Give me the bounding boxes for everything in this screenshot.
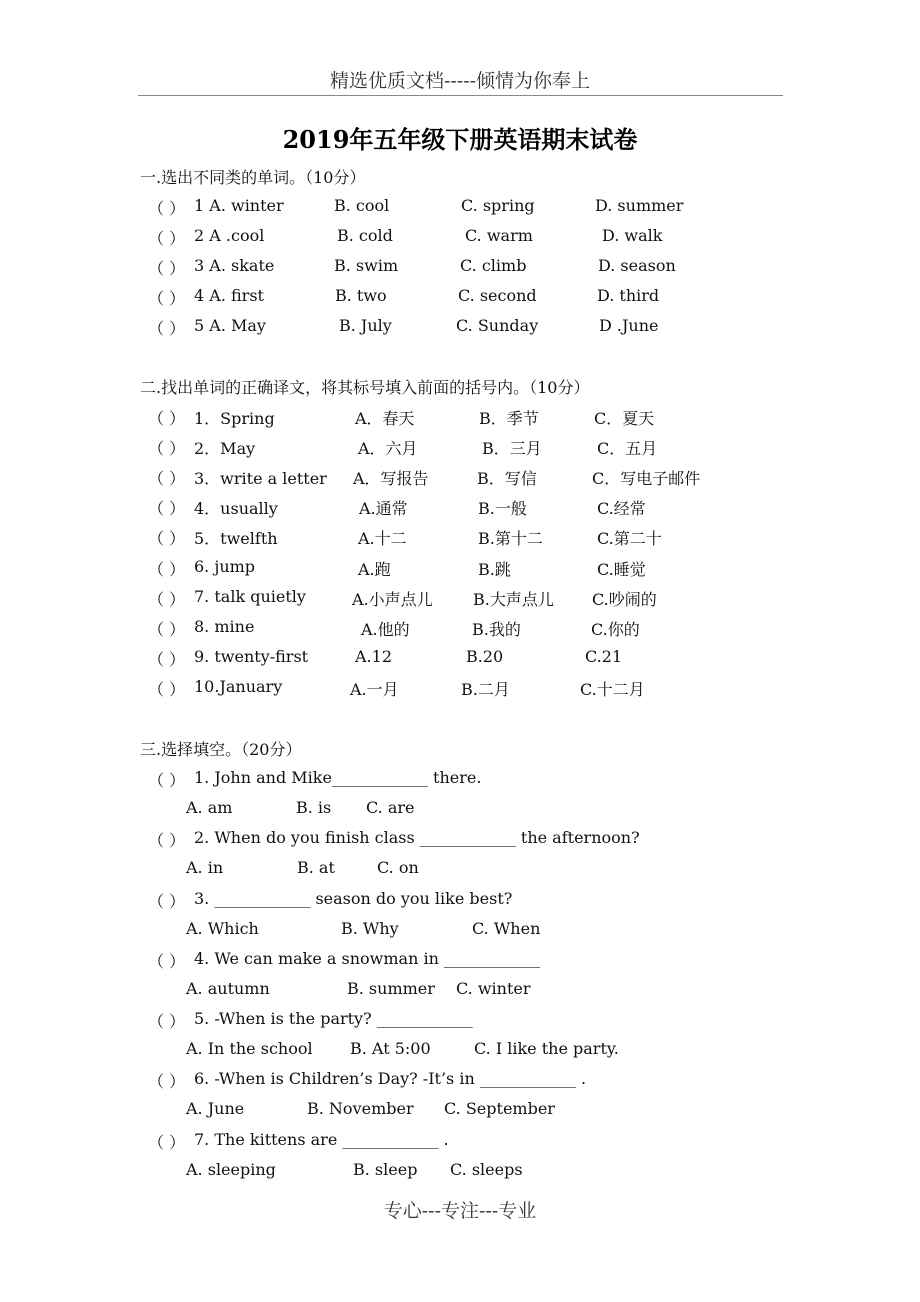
- s2-q8-text: 8. mine: [194, 617, 255, 636]
- s2-q4-option-b: B.一般: [478, 499, 527, 518]
- s3-q2-option-b: B. at: [297, 858, 335, 877]
- section-1-heading: 一.选出不同类的单词。（10分）: [140, 168, 366, 187]
- s2-q10-option-a: A.一月: [350, 680, 399, 699]
- s2-q7-option-a: A.小声点儿: [352, 590, 433, 609]
- s1-q2-option-d: D. walk: [602, 226, 663, 245]
- s1-q5-option-d: D .June: [599, 316, 659, 335]
- s1-q5-text: 5 A. May: [194, 316, 266, 335]
- s1-q3-option-b: B. swim: [334, 256, 399, 275]
- s2-q8-option-b: B.我的: [472, 620, 521, 639]
- s1-q4-option-d: D. third: [597, 286, 660, 305]
- s3-q2-option-c: C. on: [377, 858, 419, 877]
- s2-q10-text: 10.January: [194, 677, 283, 696]
- s2-q1-option-b: B．季节: [479, 409, 539, 428]
- answer-paren[interactable]: （ ）: [148, 1133, 186, 1152]
- page-footer: 专心---专注---专业: [383, 1200, 537, 1222]
- s1-q1-option-b: B. cool: [334, 196, 390, 215]
- answer-paren[interactable]: （ ）: [148, 1072, 186, 1091]
- s2-q6-option-a: A.跑: [358, 560, 391, 579]
- answer-paren[interactable]: （ ）: [148, 199, 186, 218]
- s2-q2-text: 2．May: [194, 439, 256, 458]
- section-3-heading: 三.选择填空。（20分）: [140, 740, 302, 759]
- s3-q3-text: 3. ____________ season do you like best?: [194, 889, 513, 908]
- answer-paren[interactable]: （ ）: [148, 771, 186, 790]
- s2-q6-text: 6. jump: [194, 557, 256, 576]
- s2-q6-option-b: B.跳: [478, 560, 511, 579]
- s1-q5-option-c: C. Sunday: [456, 316, 539, 335]
- s1-q3-option-d: D. season: [598, 256, 676, 275]
- s3-q2-text: 2. When do you finish class ____________ the afternoon?: [194, 828, 640, 847]
- s2-q5-option-a: A.十二: [358, 529, 407, 548]
- s2-q7-option-c: C.吵闹的: [592, 590, 657, 609]
- s1-q1-option-d: D. summer: [595, 196, 684, 215]
- s2-q3-option-b: B．写信: [477, 469, 537, 488]
- s2-q2-option-c: C．五月: [597, 439, 658, 458]
- section-2-heading: 二.找出单词的正确译文，将其标号填入前面的括号内。（10分）: [140, 378, 590, 397]
- answer-paren[interactable]: （ ）: [148, 469, 186, 488]
- s1-q4-option-b: B. two: [335, 286, 387, 305]
- s1-q3-text: 3 A. skate: [194, 256, 275, 275]
- s2-q1-text: 1．Spring: [194, 409, 275, 428]
- s1-q2-option-c: C. warm: [465, 226, 533, 245]
- header-divider: [138, 95, 783, 96]
- s2-q9-option-c: C.21: [585, 647, 623, 666]
- answer-paren[interactable]: （ ）: [148, 499, 186, 518]
- s2-q10-option-b: B.二月: [461, 680, 510, 699]
- s3-q2-option-a: A. in: [186, 858, 224, 877]
- s1-q2-text: 2 A .cool: [194, 226, 265, 245]
- s2-q5-option-b: B.第十二: [478, 529, 543, 548]
- s3-q1-option-a: A. am: [186, 798, 233, 817]
- s2-q2-option-b: B．三月: [482, 439, 542, 458]
- answer-paren[interactable]: （ ）: [148, 259, 186, 278]
- s3-q1-text: 1. John and Mike____________ there.: [194, 768, 482, 787]
- answer-paren[interactable]: （ ）: [148, 952, 186, 971]
- s1-q4-text: 4 A. first: [194, 286, 264, 305]
- page-header: 精选优质文档-----倾情为你奉上: [329, 70, 591, 92]
- answer-paren[interactable]: （ ）: [148, 229, 186, 248]
- page-title: 2019年五年级下册英语期末试卷: [282, 125, 638, 154]
- s2-q6-option-c: C.睡觉: [597, 560, 646, 579]
- s2-q9-text: 9. twenty-first: [194, 647, 309, 666]
- answer-paren[interactable]: （ ）: [148, 892, 186, 911]
- s3-q7-text: 7. The kittens are ____________ .: [194, 1130, 449, 1149]
- s2-q2-option-a: A．六月: [358, 439, 418, 458]
- s3-q5-option-b: B. At 5:00: [350, 1039, 431, 1058]
- answer-paren[interactable]: （ ）: [148, 409, 186, 428]
- answer-paren[interactable]: （ ）: [148, 439, 186, 458]
- s3-q7-option-a: A. sleeping: [186, 1160, 276, 1179]
- s1-q2-option-b: B. cold: [337, 226, 393, 245]
- s2-q10-option-c: C.十二月: [580, 680, 645, 699]
- s1-q4-option-c: C. second: [458, 286, 537, 305]
- s2-q5-option-c: C.第二十: [597, 529, 662, 548]
- s3-q1-option-c: C. are: [366, 798, 415, 817]
- s2-q4-text: 4．usually: [194, 499, 278, 518]
- s2-q7-text: 7. talk quietly: [194, 587, 306, 606]
- s3-q4-option-c: C. winter: [456, 979, 531, 998]
- s1-q1-option-c: C. spring: [461, 196, 535, 215]
- s3-q4-option-b: B. summer: [347, 979, 435, 998]
- s3-q4-text: 4. We can make a snowman in ____________: [194, 949, 540, 968]
- answer-paren[interactable]: （ ）: [148, 650, 186, 669]
- s3-q4-option-a: A. autumn: [186, 979, 270, 998]
- answer-paren[interactable]: （ ）: [148, 560, 186, 579]
- s2-q1-option-c: C．夏天: [594, 409, 655, 428]
- answer-paren[interactable]: （ ）: [148, 590, 186, 609]
- s1-q3-option-c: C. climb: [460, 256, 527, 275]
- s3-q7-option-b: B. sleep: [353, 1160, 418, 1179]
- answer-paren[interactable]: （ ）: [148, 680, 186, 699]
- answer-paren[interactable]: （ ）: [148, 529, 186, 548]
- s3-q6-option-a: A. June: [186, 1099, 245, 1118]
- answer-paren[interactable]: （ ）: [148, 289, 186, 308]
- s3-q3-option-b: B. Why: [341, 919, 399, 938]
- answer-paren[interactable]: （ ）: [148, 620, 186, 639]
- answer-paren[interactable]: （ ）: [148, 319, 186, 338]
- s2-q4-option-a: A.通常: [359, 499, 408, 518]
- s2-q3-text: 3．write a letter: [194, 469, 327, 488]
- s2-q8-option-c: C.你的: [591, 620, 640, 639]
- s2-q4-option-c: C.经常: [597, 499, 646, 518]
- s3-q7-option-c: C. sleeps: [450, 1160, 523, 1179]
- s2-q8-option-a: A.他的: [361, 620, 410, 639]
- s3-q3-option-c: C. When: [472, 919, 541, 938]
- s3-q5-text: 5. -When is the party? ____________: [194, 1009, 473, 1028]
- s3-q5-option-a: A. In the school: [186, 1039, 313, 1058]
- s2-q5-text: 5．twelfth: [194, 529, 278, 548]
- s2-q9-option-b: B.20: [466, 647, 504, 666]
- s3-q3-option-a: A. Which: [186, 919, 259, 938]
- s2-q3-option-a: A．写报告: [353, 469, 429, 488]
- answer-paren[interactable]: （ ）: [148, 831, 186, 850]
- s3-q6-text: 6. -When is Children’s Day? -It’s in ____________ .: [194, 1069, 587, 1088]
- s3-q6-option-c: C. September: [444, 1099, 555, 1118]
- s3-q1-option-b: B. is: [296, 798, 332, 817]
- s2-q7-option-b: B.大声点儿: [473, 590, 554, 609]
- s2-q9-option-a: A.12: [355, 647, 392, 666]
- s3-q6-option-b: B. November: [307, 1099, 414, 1118]
- s1-q1-text: 1 A. winter: [194, 196, 284, 215]
- s1-q5-option-b: B. July: [339, 316, 392, 335]
- s2-q1-option-a: A．春天: [355, 409, 415, 428]
- answer-paren[interactable]: （ ）: [148, 1012, 186, 1031]
- s2-q3-option-c: C．写电子邮件: [592, 469, 701, 488]
- s3-q5-option-c: C. I like the party.: [474, 1039, 619, 1058]
